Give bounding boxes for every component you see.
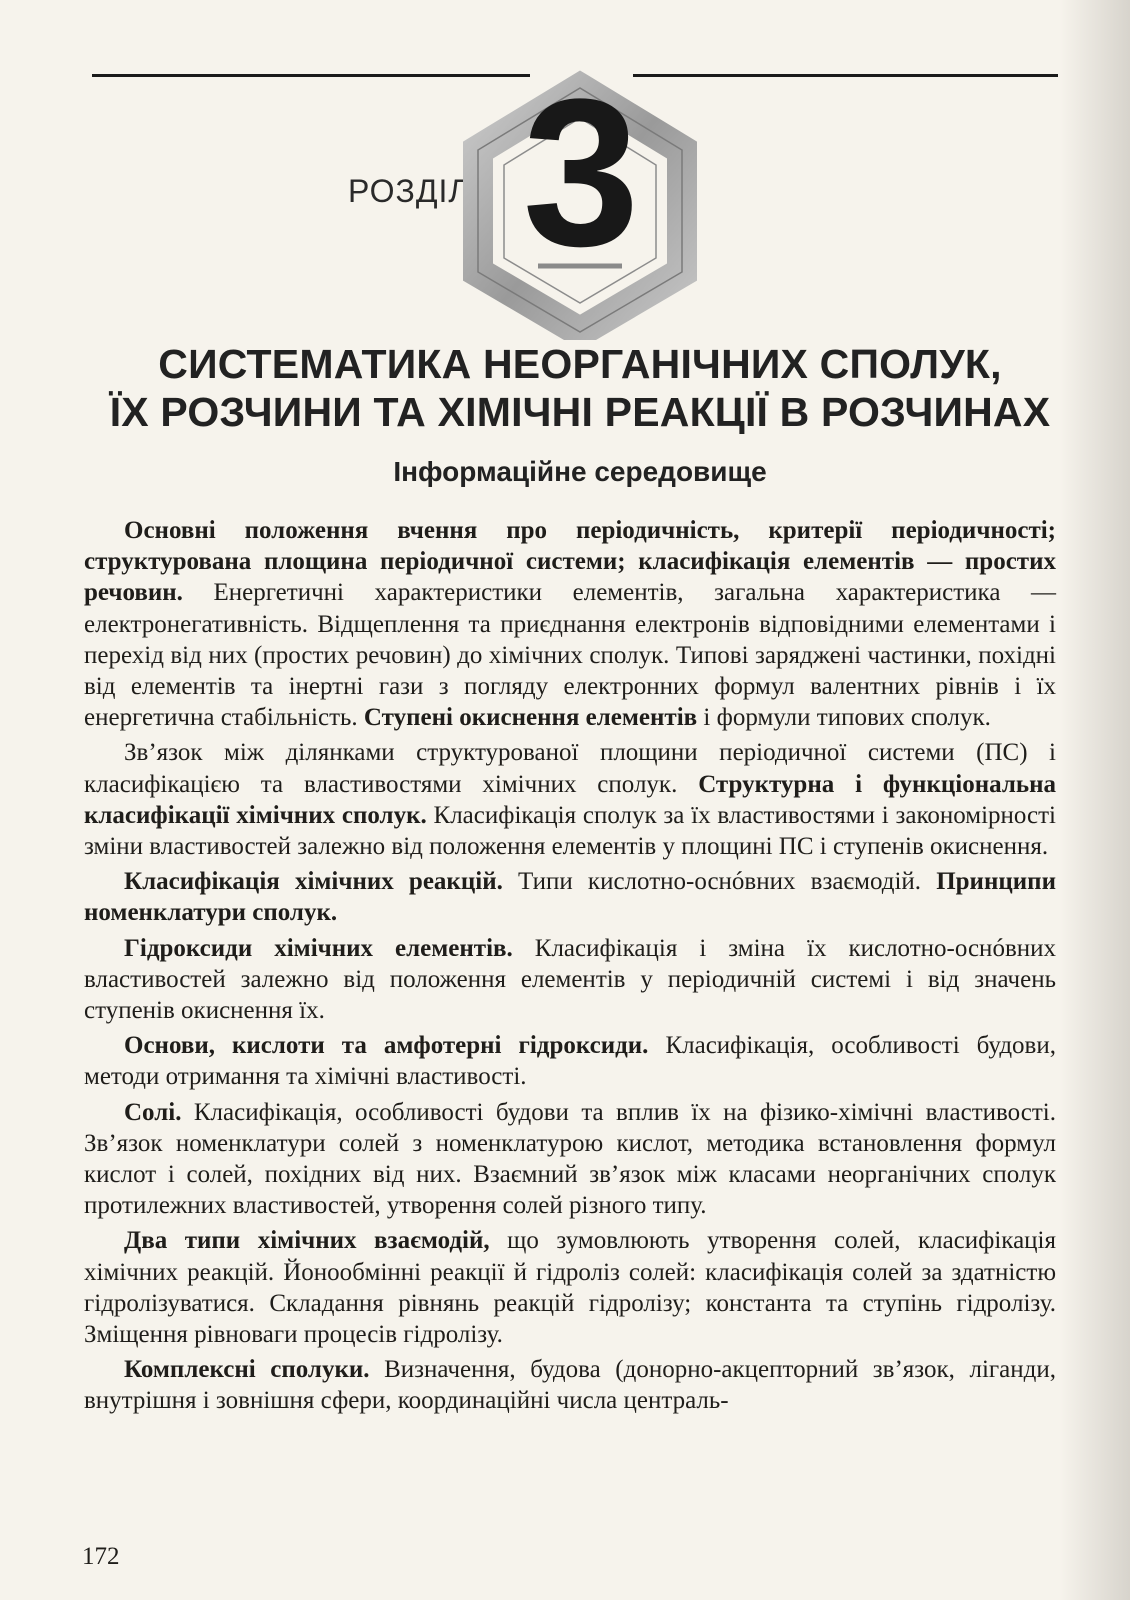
paragraph: Солі. Класифікація, особливості будови та вплив їх на фізико-хімічні властивості. Зв’язок номенклатури солей з номенклатурою кислот, методика встановлення формул кислот і солей, похідних від них. Взаємний зв’язок між класами неорганічних сполук протилежних властивостей, утворення солей різного типу.: [84, 1098, 1056, 1220]
paragraph: Зв’язок між ділянками структурованої площини періодичної системи (ПС) і класифікацією та властивостями хімічних сполук. Структурна і функціональна класифікації хімічних сполук. Класифікація сполук за їх властивостями і закономірності зміни властивостей залежно від положення елементів у площині ПС і ступенів окиснення.: [84, 739, 1056, 861]
paragraph: Основні положення вчення про періодичність, критерії періодичності; структурована площина періодичної системи; класифікація елементів — простих речовин. Енергетичні характеристики елементів, загальна характеристика — електронегативність. Відщеплення та приєднання електронів відповідними елементами і перехід від них (простих речовин) до хімічних сполук. Типові заряджені частинки, похідні від елементів та інертні гази з погляду електронних формул валентних рівнів і їх енергетична стабільність. Ступені окиснення елементів і формули типових сполук.: [84, 517, 1056, 732]
section-subtitle: Інформаційне середовище: [393, 456, 767, 487]
paragraph: Два типи хімічних взаємодій, що зумовлюють утворення солей, класифікація хімічних реакцій. Йонообмінні реакції й гідроліз солей: класифікація солей за здатністю гідролізуватися. Складання рівнянь реакцій гідролізу; константа та ступінь гідролізу. Зміщення рівноваги процесів гідролізу.: [84, 1227, 1056, 1349]
chapter-title-line-1: СИСТЕМАТИКА НЕОРГАНІЧНИХ СПОЛУК,: [158, 341, 1002, 387]
chapter-emblem: [460, 70, 700, 340]
page-number: 172: [82, 1543, 120, 1570]
paragraph: Комплексні сполуки. Визначення, будова (донорно-акцепторний зв’язок, ліганди, внутрішня і зовнішня сфери, координаційні числа централь-: [84, 1356, 1056, 1415]
paragraph: Основи, кислоти та амфотерні гідроксиди. Класифікація, особливості будови, методи отримання та хімічні властивості.: [84, 1032, 1056, 1091]
chapter-number: 3: [522, 70, 640, 290]
page-edge-shadow: [1060, 0, 1130, 1600]
chapter-title-line-2: ЇХ РОЗЧИНИ ТА ХІМІЧНІ РЕАКЦІЇ В РОЗЧИНАХ: [109, 389, 1051, 435]
body-text: [84, 515, 1056, 1421]
chapter-label: РОЗДІЛ: [348, 173, 471, 209]
paragraph: Гідроксиди хімічних елементів. Класифікація і зміна їх кислотно-оснóвних властивостей залежно від положення елементів у періодичній системі і від значень ступенів окиснення їх.: [84, 934, 1057, 1025]
chapter-title: [90, 340, 1070, 436]
paragraph: Класифікація хімічних реакцій. Типи кислотно-оснóвних взаємодій. Принципи номенклатури сполук.: [84, 868, 1056, 927]
